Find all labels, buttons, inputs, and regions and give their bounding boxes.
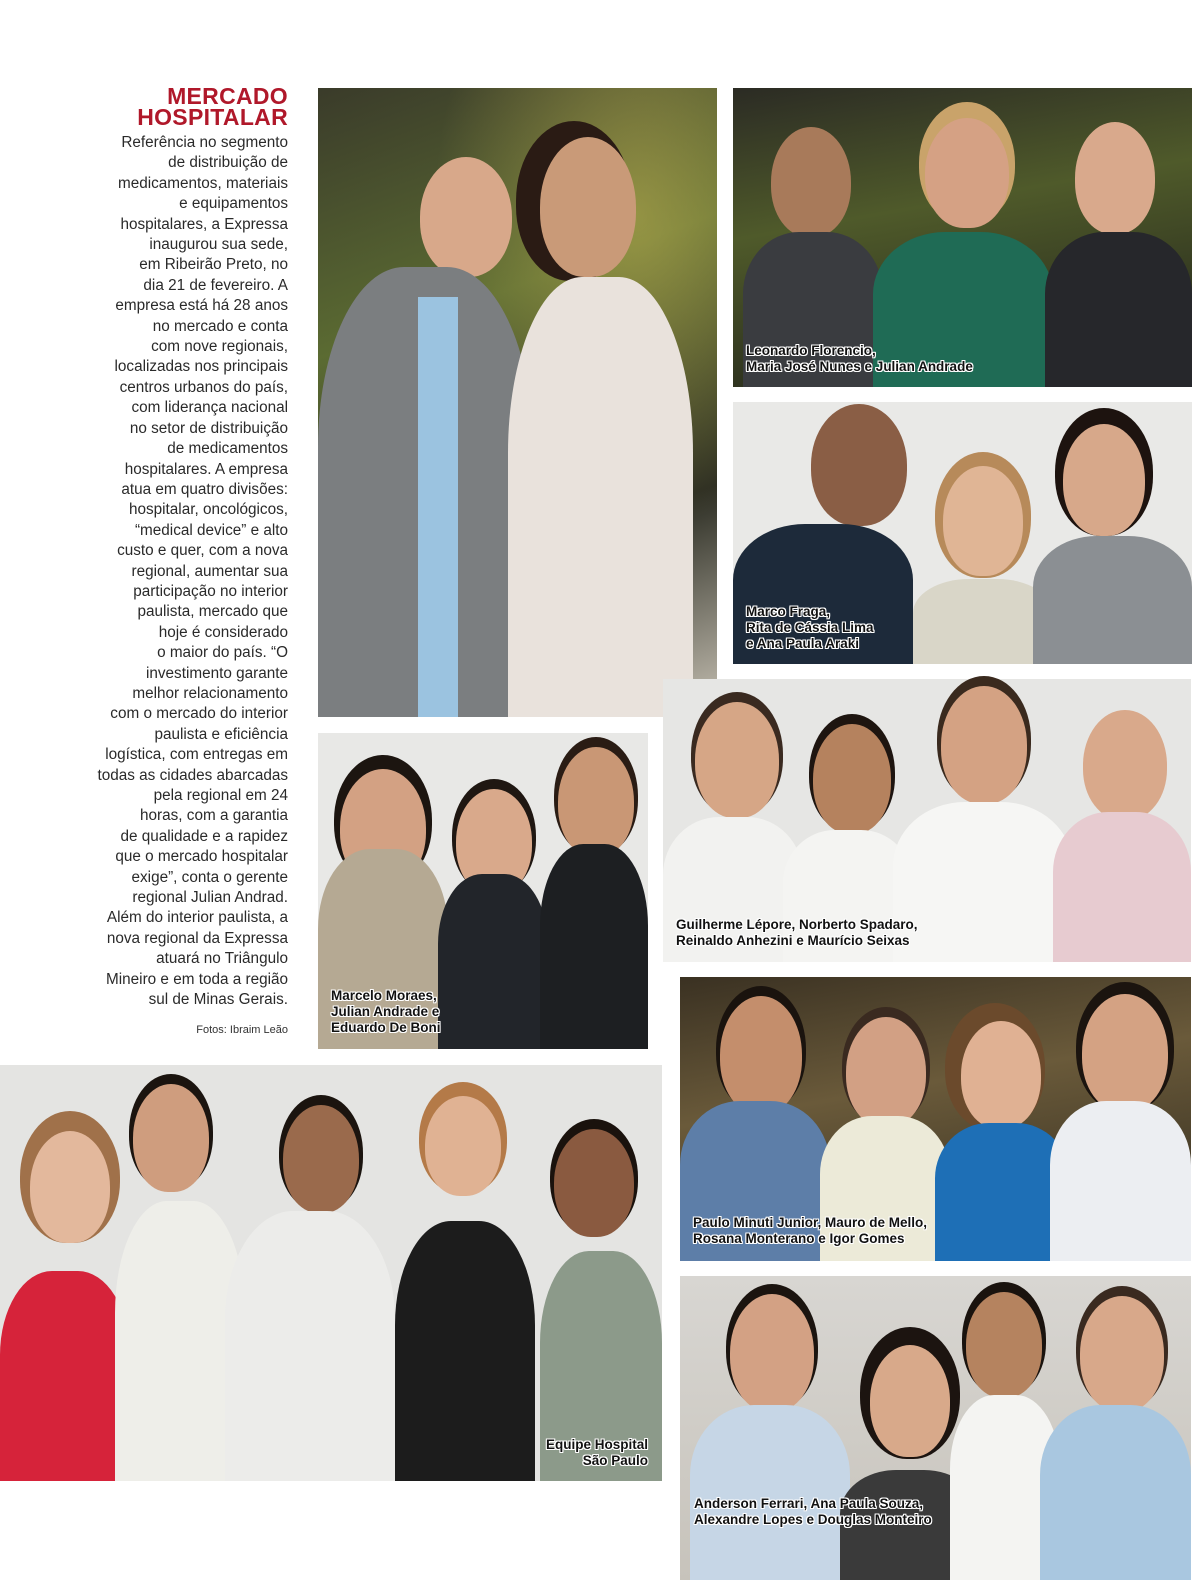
- body-line: com o mercado do interior: [110, 705, 288, 723]
- caption-line: São Paulo: [582, 1453, 648, 1468]
- body-line: empresa está há 28 anos: [115, 297, 288, 315]
- body-line: de qualidade e a rapidez: [120, 827, 288, 845]
- person-figure: [1045, 102, 1192, 387]
- person-figure: [540, 739, 648, 1049]
- caption-line: Maria José Nunes e Julian Andrade: [746, 359, 973, 374]
- caption-line: e Ana Paula Araki: [746, 636, 860, 651]
- body-line: regional, aumentar sua: [131, 562, 288, 580]
- caption-line: Rosana Monterano e Igor Gomes: [693, 1231, 905, 1246]
- body-line: pela regional em 24: [153, 787, 288, 804]
- caption-line: Marco Fraga,: [746, 604, 831, 619]
- person-figure: [438, 759, 548, 1049]
- body-line: custo e quer, com a nova: [117, 542, 288, 560]
- person-figure: [488, 107, 708, 717]
- caption-line: Leonardo Florencio,: [746, 343, 876, 358]
- photo-caption: [331, 988, 441, 1036]
- photo-trio-top: [733, 88, 1192, 387]
- person-figure: [1033, 414, 1192, 664]
- person-figure: [225, 1101, 395, 1481]
- body-line: horas, com a garantia: [140, 807, 288, 825]
- caption-line: Anderson Ferrari, Ana Paula Souza,: [694, 1496, 924, 1511]
- caption-line: Rita de Cássia Lima: [746, 620, 874, 635]
- body-line: exige”, conta o gerente: [131, 868, 288, 886]
- body-line: atuará no Triângulo: [156, 950, 288, 968]
- body-line: localizadas nos principais: [114, 358, 288, 376]
- body-line: hoje é considerado: [158, 623, 288, 641]
- body-line: no setor de distribuição: [129, 419, 288, 437]
- body-line: hospitalares, a Expressa: [120, 215, 288, 233]
- body-line: paulista e eficiência: [154, 725, 288, 743]
- photo-couple: [318, 88, 717, 717]
- body-line: Mineiro e em toda a região: [106, 970, 288, 988]
- photo-quartet-middle: [663, 679, 1191, 962]
- body-line: o maior do país. “O: [157, 644, 288, 662]
- body-line: “medical device” e alto: [134, 521, 288, 539]
- body-line: hospitalares. A empresa: [124, 460, 288, 478]
- body-line: inaugurou sua sede,: [149, 236, 288, 254]
- photo-group-six: [0, 1065, 662, 1481]
- photo-trio-middle: [733, 402, 1192, 664]
- body-line: de distribuição de: [168, 154, 288, 172]
- caption-line: Eduardo De Boni: [331, 1020, 441, 1035]
- person-figure: [395, 1096, 535, 1481]
- body-line: hospitalar, oncológicos,: [128, 501, 288, 519]
- body-line: com nove regionais,: [151, 338, 288, 356]
- headline-line-1: MERCADO: [167, 83, 288, 109]
- person-figure: [913, 464, 1053, 664]
- headline-line-2: HOSPITALAR: [137, 104, 288, 130]
- photo-caption: [693, 1215, 927, 1247]
- article-headline: [68, 83, 288, 130]
- body-line: Além do interior paulista, a: [106, 909, 288, 927]
- body-line: dia 21 de fevereiro. A: [143, 276, 288, 294]
- photo-caption: [676, 917, 918, 949]
- caption-line: Reinaldo Anhezini e Maurício Seixas: [676, 933, 910, 948]
- person-figure: [1040, 1290, 1191, 1580]
- person-figure: [1053, 694, 1191, 962]
- body-line: atua em quatro divisões:: [121, 480, 288, 498]
- body-line: todas as cidades abarcadas: [97, 766, 288, 784]
- person-figure: [690, 1290, 850, 1580]
- body-line: investimento garante: [145, 664, 288, 682]
- body-line: de medicamentos: [167, 440, 288, 458]
- caption-line: Paulo Minuti Junior, Mauro de Mello,: [693, 1215, 928, 1230]
- photo-caption: [746, 604, 874, 652]
- caption-line: Alexandre Lopes e Douglas Monteiro: [694, 1512, 932, 1527]
- body-line: medicamentos, materiais: [117, 174, 288, 192]
- body-line: participação no interior: [133, 582, 288, 600]
- body-line: regional Julian Andrad.: [132, 889, 288, 907]
- caption-line: Julian Andrade e: [331, 1004, 440, 1019]
- caption-line: Guilherme Lépore, Norberto Spadaro,: [676, 917, 918, 932]
- photo-quartet-lower: [680, 977, 1191, 1261]
- photo-caption: [694, 1496, 932, 1528]
- person-figure: [540, 1121, 662, 1481]
- body-line: que o mercado hospitalar: [115, 848, 288, 866]
- body-line: em Ribeirão Preto, no: [139, 256, 288, 274]
- person-figure: [893, 682, 1073, 962]
- body-line: e equipamentos: [179, 195, 288, 213]
- person-figure: [0, 1121, 130, 1481]
- photo-caption: [546, 1437, 648, 1469]
- body-line: nova regional da Expressa: [106, 929, 288, 947]
- body-line: com liderança nacional: [131, 399, 288, 417]
- body-line: sul de Minas Gerais.: [148, 991, 288, 1009]
- photo-quartet-bottom: [680, 1276, 1191, 1580]
- body-line: paulista, mercado que: [137, 603, 288, 621]
- photo-credit: Fotos: Ibraim Leão: [196, 1024, 288, 1036]
- photo-trio-left: [318, 733, 648, 1049]
- body-line: no mercado e conta: [152, 317, 288, 335]
- caption-line: Marcelo Moraes,: [331, 988, 437, 1003]
- caption-line: Equipe Hospital: [545, 1437, 648, 1452]
- article-body: [73, 133, 288, 1010]
- body-line: logística, com entregas em: [105, 746, 288, 764]
- body-line: melhor relacionamento: [132, 684, 288, 702]
- body-line: Referência no segmento: [121, 134, 288, 151]
- body-line: centros urbanos do país,: [119, 378, 288, 396]
- photo-caption: [746, 343, 973, 375]
- person-figure: [1050, 986, 1191, 1261]
